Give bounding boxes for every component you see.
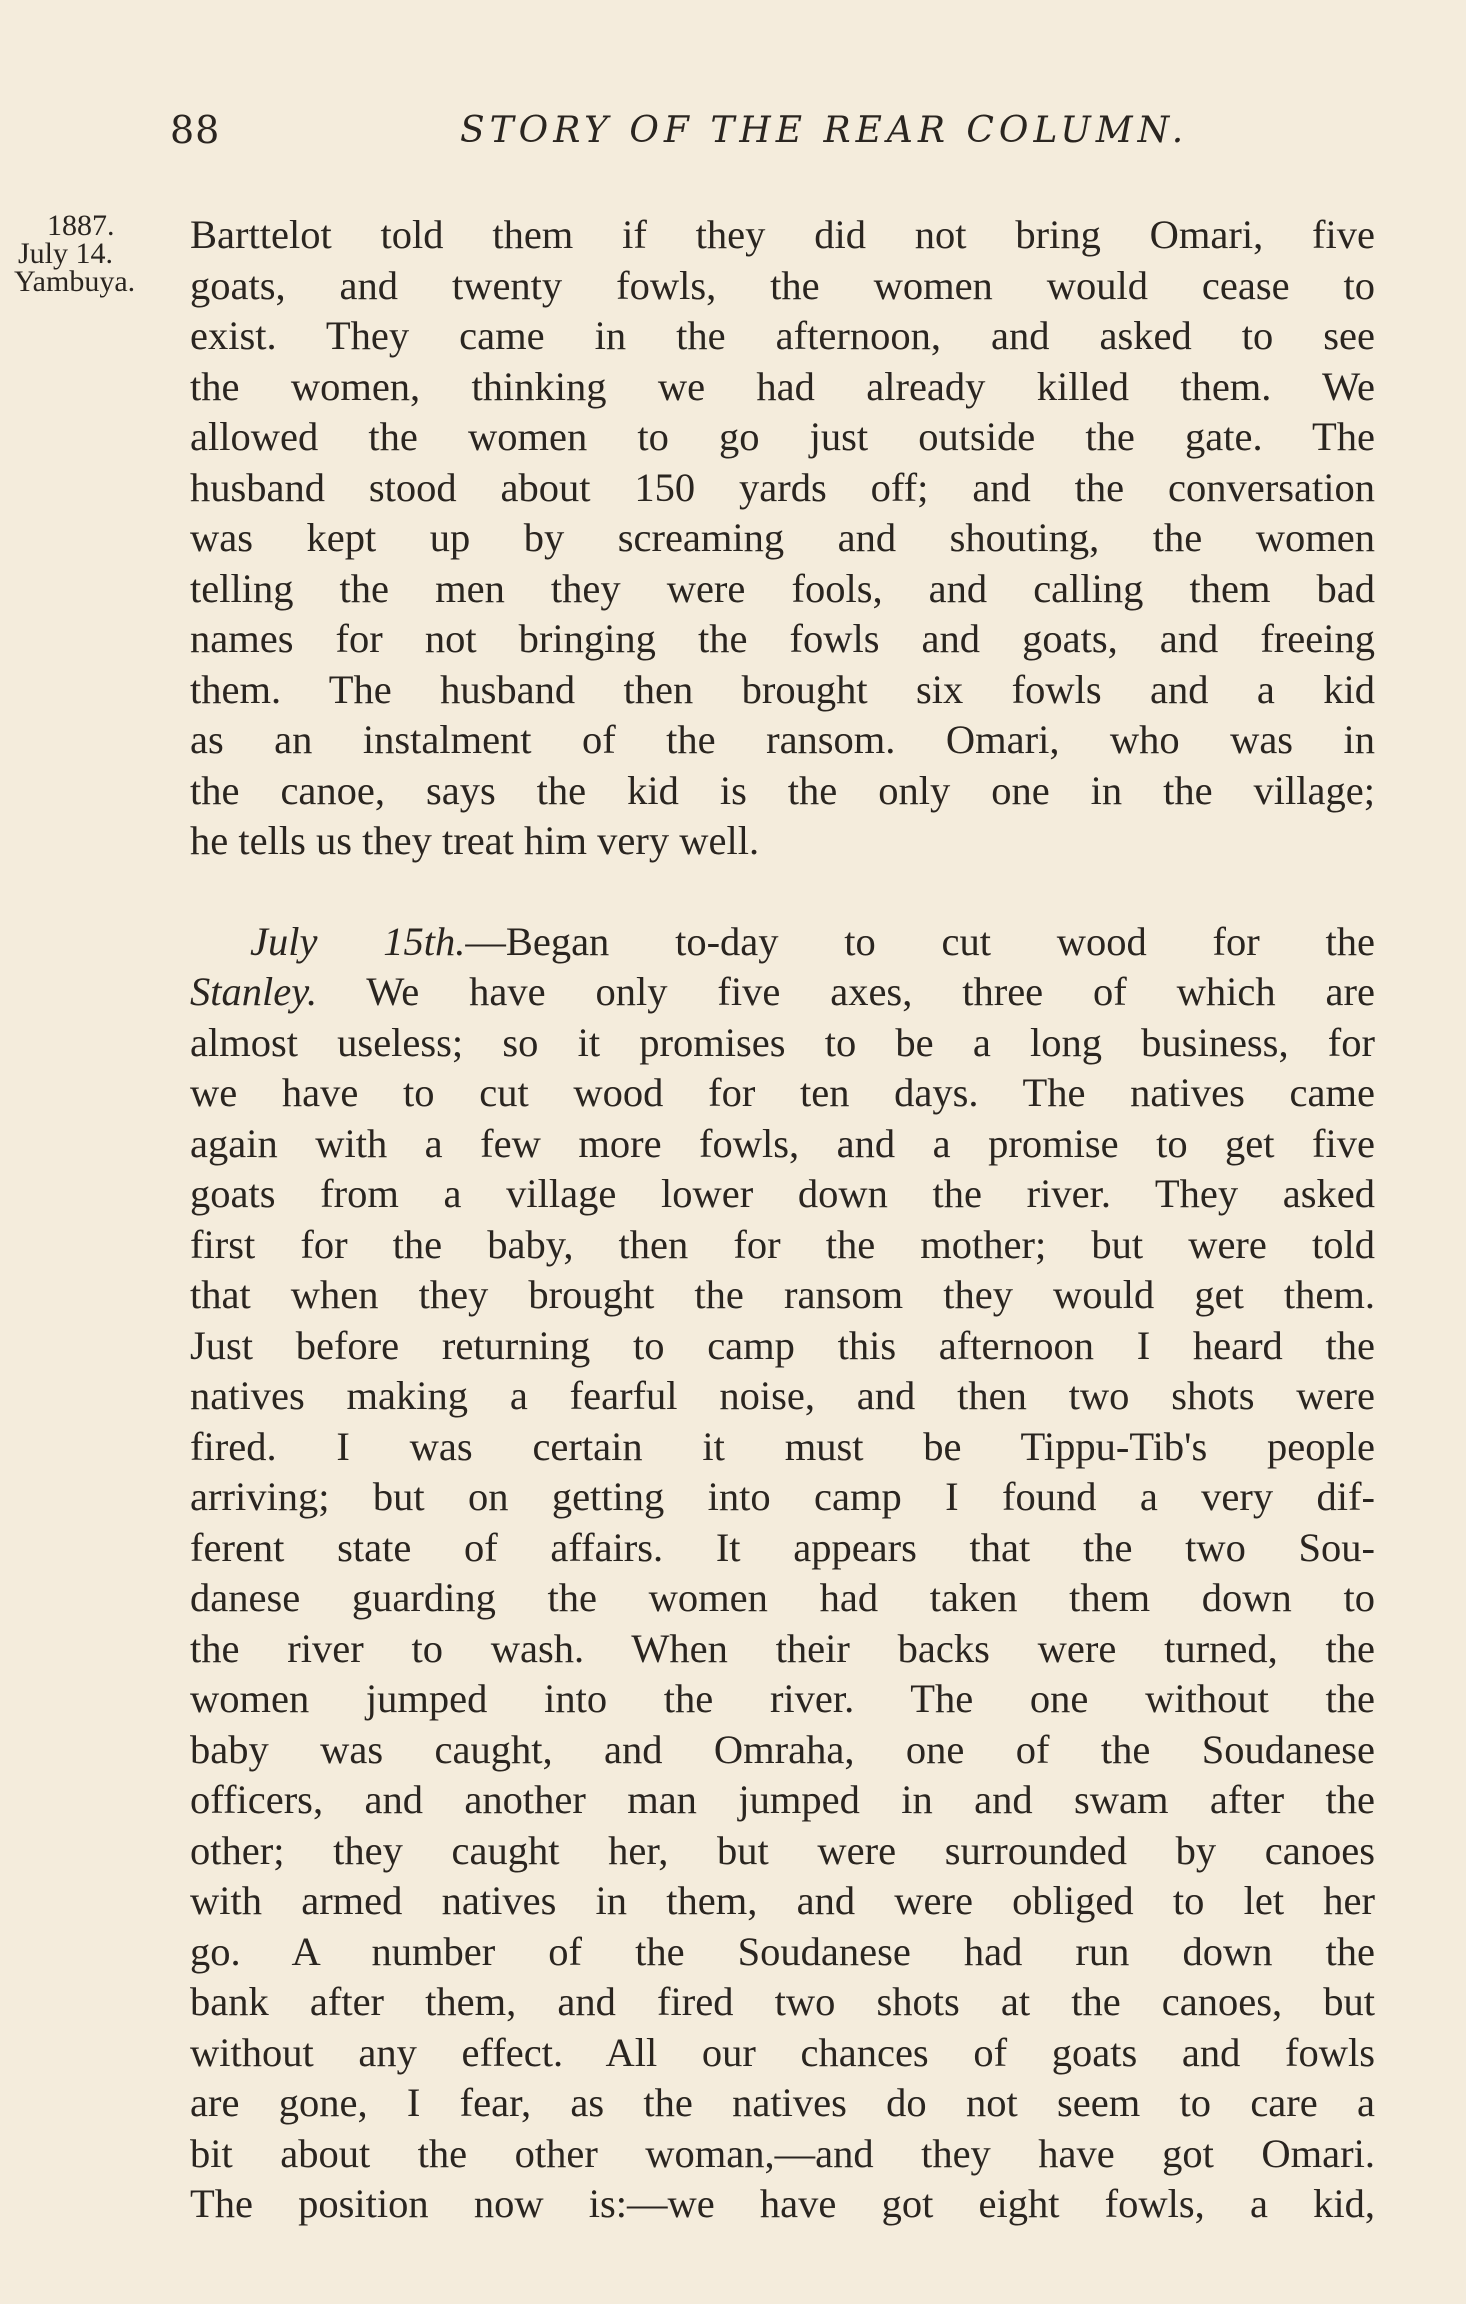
text-line: fired. I was certain it must be Tippu-Tib's people: [190, 1423, 1375, 1469]
text-line: arriving; but on getting into camp I found a very dif-: [190, 1474, 1375, 1519]
text-line: baby was caught, and Omraha, one of the Soudanese: [190, 1726, 1375, 1772]
text-line: are gone, I fear, as the natives do not seem to care a: [190, 2080, 1375, 2125]
text-line: we have to cut wood for ten days. The natives came: [190, 1070, 1375, 1115]
text-line: as an instalment of the ransom. Omari, who was in: [190, 717, 1375, 762]
paragraph-gap: [190, 867, 1375, 917]
text-line: was kept up by screaming and shouting, the women: [190, 515, 1375, 560]
text-span: —Began to-day to cut wood for the: [465, 918, 1375, 964]
text-line: with armed natives in them, and were obliged to let her: [190, 1878, 1375, 1923]
text-line: exist. They came in the afternoon, and asked to see: [190, 313, 1375, 358]
text-line: [190, 917, 1375, 968]
text-span: We have only five axes, three of which are: [317, 969, 1375, 1014]
text-line: allowed the women to go just outside the gate. The: [190, 414, 1375, 459]
text-line: Barttelot told them if they did not bring Omari, five: [190, 212, 1375, 257]
body-text: [190, 210, 1375, 2230]
text-line: telling the men they were fools, and calling them bad: [190, 565, 1375, 611]
text-line: names for not bringing the fowls and goats, and freeing: [190, 616, 1375, 661]
text-line: first for the baby, then for the mother; but were told: [190, 1221, 1375, 1267]
text-line: bit about the other woman,—and they have got Omari.: [190, 2130, 1375, 2176]
text-line: other; they caught her, but were surrounded by canoes: [190, 1827, 1375, 1873]
text-line: again with a few more fowls, and a promise to get five: [190, 1120, 1375, 1166]
paragraph-2: [190, 917, 1375, 2230]
text-line: husband stood about 150 yards off; and the conversation: [190, 464, 1375, 510]
text-line: ferent state of affairs. It appears that the two Sou-: [190, 1524, 1375, 1570]
running-head: [170, 108, 1385, 168]
text-line: that when they brought the ransom they would get them.: [190, 1272, 1375, 1317]
text-line: goats, and twenty fowls, the women would cease to: [190, 262, 1375, 308]
page-number: 88: [170, 108, 221, 152]
margin-note-place: Yambuya.: [14, 265, 136, 298]
text-line: he tells us they treat him very well.: [190, 818, 760, 863]
text-line: bank after them, and fired two shots at the canoes, but: [190, 1979, 1375, 2024]
text-line: almost useless; so it promises to be a long business, for: [190, 1019, 1375, 1065]
text-line: them. The husband then brought six fowls and a kid: [190, 666, 1375, 712]
text-line: the canoe, says the kid is the only one in the village;: [190, 767, 1375, 813]
running-title: STORY OF THE REAR COLUMN.: [460, 110, 1189, 151]
margin-note-year: 1887.: [47, 209, 115, 242]
margin-note: [14, 209, 184, 298]
text-line: the women, thinking we had already killed them. We: [190, 363, 1375, 409]
text-line: officers, and another man jumped in and swam after the: [190, 1777, 1375, 1822]
text-line: Just before returning to camp this afternoon I heard the: [190, 1322, 1375, 1368]
entry-date: July 15th.: [250, 918, 466, 964]
text-line: goats from a village lower down the river. They asked: [190, 1171, 1375, 1216]
text-line: natives making a fearful noise, and then two shots were: [190, 1373, 1375, 1418]
text-line: danese guarding the women had taken them down to: [190, 1575, 1375, 1620]
ship-name: Stanley.: [190, 969, 318, 1014]
text-line: The position now is:—we have got eight fowls, a kid,: [190, 2181, 1375, 2226]
margin-note-date: July 14.: [18, 237, 114, 270]
text-line: [190, 967, 1375, 1018]
text-line: the river to wash. When their backs were turned, the: [190, 1625, 1375, 1671]
text-line: women jumped into the river. The one without the: [190, 1676, 1375, 1721]
text-line: go. A number of the Soudanese had run down the: [190, 1928, 1375, 1974]
text-line: without any effect. All our chances of goats and fowls: [190, 2029, 1375, 2075]
paragraph-1: [190, 210, 1375, 867]
